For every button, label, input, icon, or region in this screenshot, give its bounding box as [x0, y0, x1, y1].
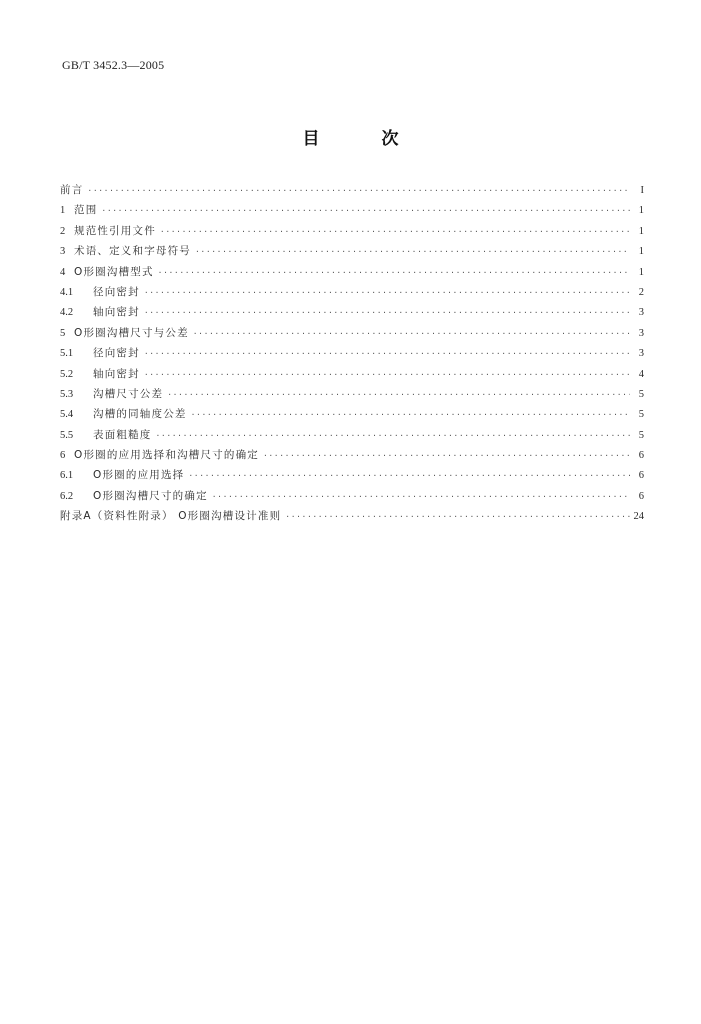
toc-entry-page: 5: [638, 388, 644, 400]
toc-leader-dots: [158, 263, 630, 283]
toc-entry[interactable]: [60, 404, 644, 424]
toc-entry-number: 5.1: [60, 348, 74, 360]
toc-entry[interactable]: [60, 302, 644, 322]
toc-entry-page: 1: [638, 205, 644, 217]
toc-entry-label: O形圈的应用选择: [93, 469, 185, 482]
toc-entry-number: 5.5: [60, 429, 74, 441]
toc-entry-label: 规范性引用文件: [74, 224, 156, 237]
toc-entry-page: 3: [638, 327, 644, 339]
toc-entry-page: 5: [638, 409, 644, 421]
standard-number: GB/T 3452.3—2005: [62, 58, 165, 72]
toc-entry-page: 6: [638, 470, 644, 482]
toc-entry-label: 沟槽的同轴度公差: [93, 408, 187, 421]
toc-entry-page: 4: [638, 368, 644, 380]
toc-entry[interactable]: [60, 506, 644, 526]
toc-leader-dots: [144, 283, 630, 303]
toc-entry-label: O形圈沟槽尺寸与公差: [74, 326, 189, 339]
toc-entry-label: O形圈沟槽型式: [74, 265, 154, 278]
toc-entry[interactable]: [60, 323, 644, 343]
toc-entry[interactable]: [60, 425, 644, 445]
toc-entry-page: 5: [638, 429, 644, 441]
toc-entry[interactable]: [60, 282, 644, 302]
toc-entry[interactable]: [60, 445, 644, 465]
toc-entry[interactable]: [60, 221, 644, 241]
toc-entry-label: O形圈沟槽尺寸的确定: [93, 489, 208, 502]
toc-entry-number: 5: [60, 327, 66, 339]
toc-entry[interactable]: [60, 364, 644, 384]
toc-entry-page: 6: [638, 450, 644, 462]
table-of-contents: [60, 180, 644, 527]
toc-entry-number: 6.2: [60, 490, 74, 502]
toc-entry-label: 附录A（资料性附录） O形圈沟槽设计准则: [60, 510, 282, 523]
toc-leader-dots: [144, 365, 630, 385]
toc-entry-page: 24: [633, 511, 644, 523]
toc-entry-page: 1: [638, 246, 644, 258]
toc-entry-number: 5.3: [60, 388, 74, 400]
toc-leader-dots: [160, 222, 630, 242]
toc-entry-number: 4.2: [60, 307, 74, 319]
toc-leader-dots: [101, 201, 630, 221]
toc-leader-dots: [167, 385, 630, 405]
toc-leader-dots: [193, 324, 630, 344]
toc-entry-label: 轴向密封: [93, 367, 140, 380]
toc-entry-page: 6: [638, 490, 644, 502]
toc-entry-number: 4: [60, 266, 66, 278]
toc-leader-dots: [156, 426, 631, 446]
toc-entry-label: 表面粗糙度: [93, 428, 152, 441]
toc-entry-page: 3: [638, 307, 644, 319]
toc-entry-number: 5.2: [60, 368, 74, 380]
toc-entry[interactable]: [60, 384, 644, 404]
toc-entry-number: 2: [60, 225, 66, 237]
toc-entry-page: 2: [638, 286, 644, 298]
toc-entry[interactable]: [60, 465, 644, 485]
toc-entry-number: 1: [60, 205, 66, 217]
toc-entry-label: 范围: [74, 204, 98, 217]
toc-leader-dots: [87, 181, 630, 201]
toc-entry-label: 轴向密封: [93, 306, 140, 319]
toc-entry-label: 径向密封: [93, 285, 140, 298]
toc-entry-number: 3: [60, 246, 66, 258]
toc-entry[interactable]: [60, 486, 644, 506]
toc-entry-page: I: [640, 185, 644, 196]
page-title: 目 次: [302, 129, 427, 149]
toc-entry-number: 5.4: [60, 409, 74, 421]
toc-entry-label: 术语、定义和字母符号: [74, 245, 191, 258]
toc-leader-dots: [263, 446, 630, 466]
toc-entry-page: 3: [638, 348, 644, 360]
toc-leader-dots: [195, 242, 630, 262]
toc-entry-label: 径向密封: [93, 347, 140, 360]
toc-entry[interactable]: [60, 200, 644, 220]
toc-entry-page: 1: [638, 225, 644, 237]
toc-leader-dots: [144, 344, 630, 364]
toc-entry-number: 4.1: [60, 286, 74, 298]
toc-entry-label: O形圈的应用选择和沟槽尺寸的确定: [74, 449, 259, 462]
toc-leader-dots: [188, 466, 630, 486]
toc-entry-label: 前言: [60, 184, 84, 196]
toc-leader-dots: [285, 507, 629, 527]
toc-leader-dots: [191, 405, 630, 425]
toc-entry[interactable]: [60, 241, 644, 261]
toc-leader-dots: [212, 487, 630, 507]
toc-entry[interactable]: [60, 343, 644, 363]
toc-leader-dots: [144, 303, 630, 323]
toc-entry-label: 沟槽尺寸公差: [93, 387, 164, 400]
toc-entry[interactable]: [60, 180, 644, 200]
toc-entry-page: 1: [638, 266, 644, 278]
toc-entry-number: 6.1: [60, 470, 74, 482]
toc-entry[interactable]: [60, 262, 644, 282]
toc-entry-number: 6: [60, 450, 66, 462]
